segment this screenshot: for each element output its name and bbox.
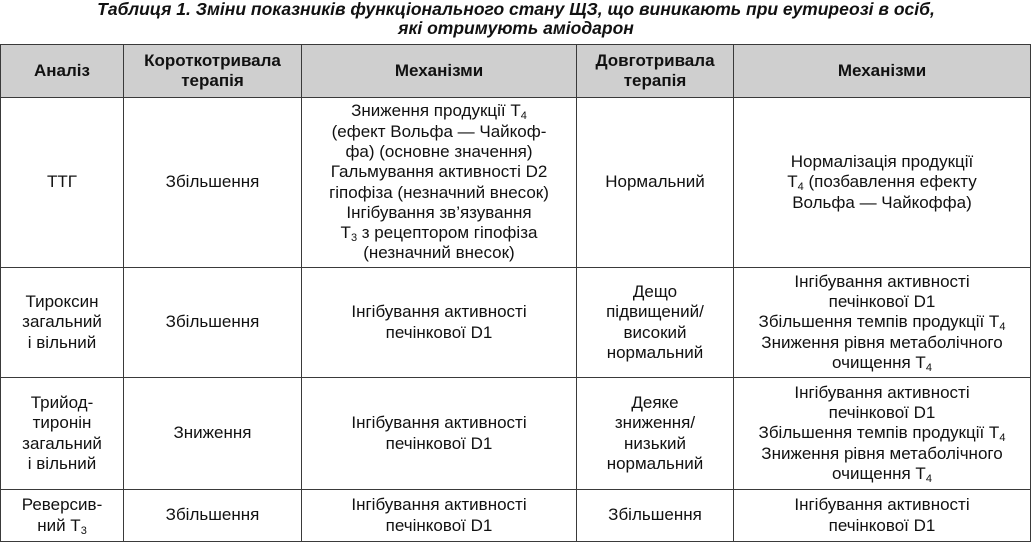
- header-short-term: Короткотривала терапія: [124, 45, 302, 98]
- cell-short-term: Збільшення: [124, 98, 302, 268]
- cell-mechanisms: Зниження продукції $Т_4$ (ефект Вольфа — Чайкоф- фа) (основне значення) Гальмування активності D2 гіпофіза (незначний внесок) Інгібування зв’язування $Т_3$ з рецептором гіпофіза (незначний внесок): [302, 98, 577, 268]
- cell-mechanisms: Нормалізація продукції $Т_4$ (позбавлення ефекту Вольфа — Чайкоффа): [734, 98, 1031, 268]
- table-row: [1, 98, 1031, 268]
- cell-mechanisms: Інгібування активності печінкової D1: [734, 490, 1031, 542]
- table-row: [1, 268, 1031, 378]
- table-caption: [0, 0, 1032, 42]
- table-row: [1, 378, 1031, 490]
- header-analysis: Аналіз: [1, 45, 124, 98]
- cell-long-term: Нормальний: [577, 98, 734, 268]
- cell-analysis: ТТГ: [1, 98, 124, 268]
- caption-line: Таблиця 1. Зміни показників функціонального стану ЩЗ, що виникають при еутиреозі в осіб,: [97, 0, 935, 19]
- cell-short-term: Зниження: [124, 378, 302, 490]
- cell-long-term: Збільшення: [577, 490, 734, 542]
- header-long-term: Довготривала терапія: [577, 45, 734, 98]
- data-table: [0, 44, 1031, 542]
- cell-short-term: Збільшення: [124, 490, 302, 542]
- cell-mechanisms: Інгібування активності печінкової D1 Збільшення темпів продукції $Т_4$ Зниження рівня метаболічного очищення $Т_4$: [734, 378, 1031, 490]
- cell-analysis: Трийод- тиронін загальний і вільний: [1, 378, 124, 490]
- caption-line: які отримують аміодарон: [398, 18, 634, 38]
- header-row: [1, 45, 1031, 98]
- cell-mechanisms: Інгібування активності печінкової D1 Збільшення темпів продукції $Т_4$ Зниження рівня метаболічного очищення $Т_4$: [734, 268, 1031, 378]
- cell-analysis: Тироксин загальний і вільний: [1, 268, 124, 378]
- header-mechanisms: Механізми: [734, 45, 1031, 98]
- cell-short-term: Збільшення: [124, 268, 302, 378]
- cell-mechanisms: Інгібування активності печінкової D1: [302, 268, 577, 378]
- cell-analysis: Реверсив- ний $Т_3$: [1, 490, 124, 542]
- cell-mechanisms: Інгібування активності печінкової D1: [302, 378, 577, 490]
- cell-long-term: Дещо підвищений/ високий нормальний: [577, 268, 734, 378]
- table-row: [1, 490, 1031, 542]
- header-mechanisms: Механізми: [302, 45, 577, 98]
- cell-long-term: Деяке зниження/ низький нормальний: [577, 378, 734, 490]
- cell-mechanisms: Інгібування активності печінкової D1: [302, 490, 577, 542]
